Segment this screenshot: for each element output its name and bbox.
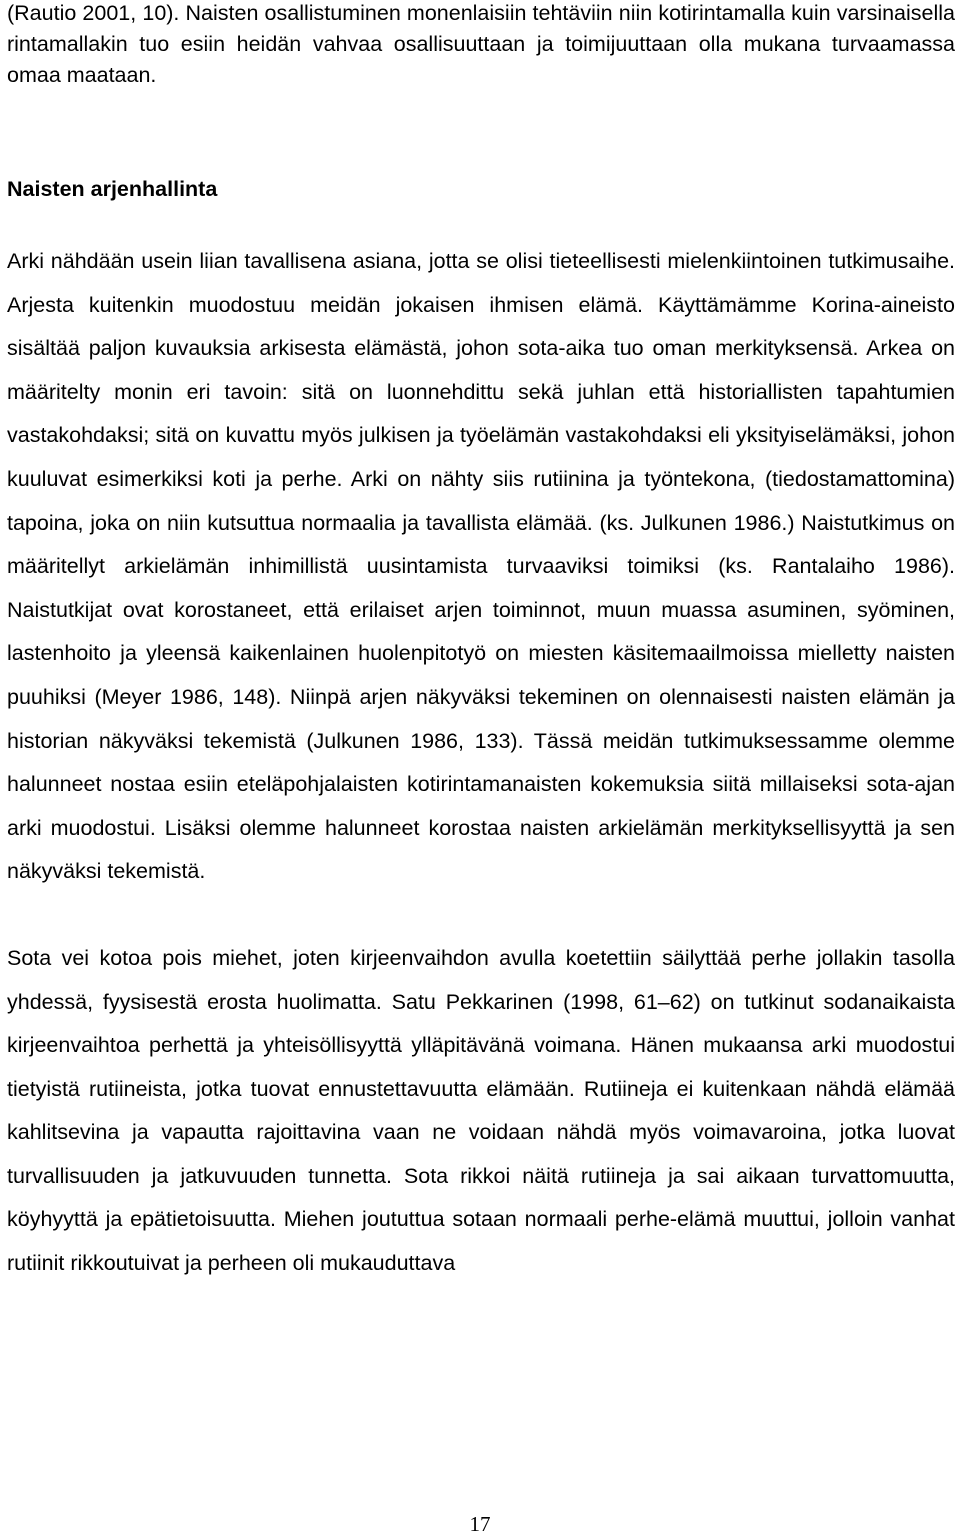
section-heading: Naisten arjenhallinta [7,177,218,201]
paragraph-gap [7,894,955,937]
document-page [7,0,955,1286]
intro-paragraph: (Rautio 2001, 10). Naisten osallistuminen monenlaisiin tehtäviin niin kotirintamalla kuin varsinaisella rintamallakin tuo esiin heidän vahvaa osallisuuttaan ja toimijuuttaan olla mukana turvaamassa omaa maataan. [7,1,955,87]
page-number: 17 [469,1512,491,1536]
body-paragraph-2: Sota vei kotoa pois miehet, joten kirjeenvaihdon avulla koetettiin säilyttää perhe jollakin tasolla yhdessä, fyysisestä erosta huolimatta. Satu Pekkarinen (1998, 61–62) on tutkinut sodanaikaista kirjeenvaihtoa perhettä ja yhteisöllisyyttä ylläpitävänä voimana. Hänen mukaansa arki muodostui tietyistä rutiineista, jotka tuovat ennustettavuutta elämään. Rutiineja ei kuitenkaan nähdä elämää kahlitsevina ja vapautta rajoittavina vaan ne voidaan nähdä myös voimavaroina, jotka luovat turvallisuuden ja jatkuvuuden tunnetta. Sota rikkoi näitä rutiineja ja sai aikaan turvattomuutta, köyhyyttä ja epätietoisuutta. Miehen joututtua sotaan normaali perhe-elämä muuttui, jolloin vanhat rutiinit rikkoutuivat ja perheen oli mukauduttava [7,945,955,1276]
heading-gap [7,204,955,240]
body-paragraph-1: Arki nähdään usein liian tavallisena asiana, jotta se olisi tieteellisesti mielenkiintoinen tutkimusaihe. Arjesta kuitenkin muodostuu meidän jokaisen ihmisen elämä. Käyttämämme Korina-aineisto sisältää paljon kuvauksia arkisesta elämästä, johon sota-aika tuo oman merkityksensä. Arkea on määritelty monin eri tavoin: sitä on luonnehdittu sekä juhlan että historiallisten tapahtumien vastakohdaksi; sitä on kuvattu myös julkisen ja työelämän vastakohdaksi eli yksityiselämäksi, johon kuuluvat esimerkiksi koti ja perhe. Arki on nähty siis rutiinina ja työntekona, (tiedostamattomina) tapoina, joka on niin kutsuttua normaalia ja tavallista elämää. (ks. Julkunen 1986.) Naistutkimus on määritellyt arkielämän inhimillistä uusintamista turvaaviksi toimiksi (ks. Rantalaiho 1986). Naistutkijat ovat korostaneet, että erilaiset arjen toiminnot, muun muassa asuminen, syöminen, lastenhoito ja yleensä kaikenlainen huolenpitotyö on miesten käsitemaailmoissa mielletty naisten puuhiksi (Meyer 1986, 148). Niinpä arjen näkyväksi tekeminen on olennaisesti naisten elämän ja historian näkyväksi tekemistä (Julkunen 1986, 133). Tässä meidän tutkimuksessamme olemme halunneet nostaa esiin eteläpohjalaisten kotirintamanaisten kokemuksia siitä millaiseksi sota-ajan arki muodostui. Lisäksi olemme halunneet korostaa naisten arkielämän merkityksellisyyttä ja sen näkyväksi tekemistä. [7,249,955,884]
section-gap [7,91,955,174]
